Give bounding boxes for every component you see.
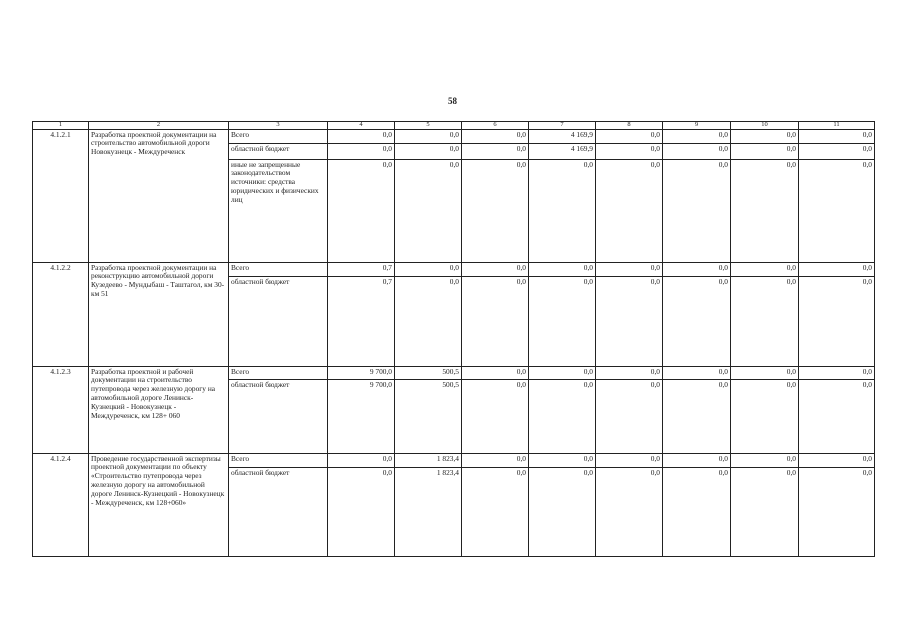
value-cell: 500,5 [395,366,462,379]
funding-source: Всего [229,262,328,276]
column-header: 10 [731,122,799,130]
value-cell: 0,0 [663,379,731,453]
value-cell: 0,0 [395,143,462,159]
value-cell: 0,0 [596,379,663,453]
value-cell: 0,0 [462,262,529,276]
value-cell: 1 823,4 [395,453,462,467]
value-cell: 1 823,4 [395,467,462,556]
column-header: 2 [89,122,229,130]
table-row [33,453,875,467]
row-code: 4.1.2.3 [33,366,89,453]
column-header: 5 [395,122,462,130]
value-cell: 0,0 [799,467,875,556]
value-cell: 0,0 [731,453,799,467]
value-cell: 0,0 [529,262,596,276]
value-cell: 0,0 [529,467,596,556]
value-cell: 0,0 [663,262,731,276]
value-cell: 0,0 [799,129,875,143]
row-name: Проведение государственной экспертизы проектной документации по объекту «Строительство путепровода через железную дорогу на автомобильной дороге Ленинск-Кузнецкий - Новокузнецк - Междуреченск, км 128+060» [89,453,229,556]
page-number: 58 [448,96,457,106]
value-cell: 9 700,0 [328,366,395,379]
value-cell: 0,0 [799,159,875,262]
value-cell: 0,0 [328,453,395,467]
value-cell: 0,0 [596,262,663,276]
row-name: Разработка проектной документации на строительство автомобильной дороги Новокузнецк - Междуреченск [89,129,229,262]
value-cell: 0,0 [731,379,799,453]
value-cell: 0,0 [731,276,799,366]
value-cell: 0,0 [731,159,799,262]
value-cell: 0,0 [799,366,875,379]
value-cell: 0,7 [328,276,395,366]
value-cell: 0,0 [529,159,596,262]
value-cell: 0,0 [663,143,731,159]
column-header-row [33,122,875,130]
funding-source: областной бюджет [229,379,328,453]
value-cell: 0,0 [462,129,529,143]
value-cell: 0,0 [663,129,731,143]
column-header: 11 [799,122,875,130]
value-cell: 0,0 [596,159,663,262]
budget-table [32,121,875,557]
funding-source: областной бюджет [229,276,328,366]
value-cell: 9 700,0 [328,379,395,453]
value-cell: 0,0 [328,467,395,556]
value-cell: 0,0 [663,276,731,366]
value-cell: 0,0 [529,379,596,453]
value-cell: 0,0 [663,159,731,262]
value-cell: 0,0 [529,453,596,467]
value-cell: 0,0 [395,276,462,366]
value-cell: 0,0 [462,467,529,556]
value-cell: 500,5 [395,379,462,453]
row-name: Разработка проектной и рабочей документации на строительство путепровода через железную дорогу на автомобильной дороге Ленинск-Кузнецкий - Новокузнецк - Междуреченск, км 128+ 060 [89,366,229,453]
table-row [33,129,875,143]
column-header: 9 [663,122,731,130]
value-cell: 0,0 [731,143,799,159]
funding-source: Всего [229,453,328,467]
value-cell: 4 169,9 [529,143,596,159]
value-cell: 4 169,9 [529,129,596,143]
value-cell: 0,0 [596,143,663,159]
value-cell: 0,0 [663,467,731,556]
value-cell: 0,0 [596,453,663,467]
value-cell: 0,0 [395,129,462,143]
funding-source: иные не запрещенные законодательством источники: средства юридических и физических лиц [229,159,328,262]
value-cell: 0,0 [328,159,395,262]
value-cell: 0,0 [731,366,799,379]
value-cell: 0,0 [395,262,462,276]
value-cell: 0,0 [529,276,596,366]
row-code: 4.1.2.2 [33,262,89,366]
value-cell: 0,0 [731,129,799,143]
value-cell: 0,0 [799,143,875,159]
column-header: 1 [33,122,89,130]
column-header: 4 [328,122,395,130]
table-row [33,366,875,379]
value-cell: 0,0 [596,366,663,379]
value-cell: 0,0 [663,366,731,379]
value-cell: 0,0 [462,159,529,262]
value-cell: 0,0 [799,262,875,276]
column-header: 8 [596,122,663,130]
value-cell: 0,0 [663,453,731,467]
column-header: 7 [529,122,596,130]
value-cell: 0,0 [328,129,395,143]
value-cell: 0,0 [462,366,529,379]
row-name: Разработка проектной документации на реконструкцию автомобильной дороги Кузедеево - Мундыбаш - Таштагол, км 30-км 51 [89,262,229,366]
value-cell: 0,0 [799,379,875,453]
value-cell: 0,0 [596,276,663,366]
funding-source: областной бюджет [229,143,328,159]
value-cell: 0,0 [462,276,529,366]
value-cell: 0,0 [328,143,395,159]
column-header: 3 [229,122,328,130]
value-cell: 0,0 [462,379,529,453]
funding-source: Всего [229,366,328,379]
value-cell: 0,0 [731,262,799,276]
row-code: 4.1.2.1 [33,129,89,262]
value-cell: 0,0 [596,467,663,556]
value-cell: 0,0 [731,467,799,556]
value-cell: 0,0 [462,453,529,467]
value-cell: 0,7 [328,262,395,276]
value-cell: 0,0 [596,129,663,143]
value-cell: 0,0 [529,366,596,379]
funding-source: Всего [229,129,328,143]
column-header: 6 [462,122,529,130]
table-row [33,262,875,276]
value-cell: 0,0 [395,159,462,262]
row-code: 4.1.2.4 [33,453,89,556]
value-cell: 0,0 [799,453,875,467]
funding-source: областной бюджет [229,467,328,556]
value-cell: 0,0 [462,143,529,159]
value-cell: 0,0 [799,276,875,366]
